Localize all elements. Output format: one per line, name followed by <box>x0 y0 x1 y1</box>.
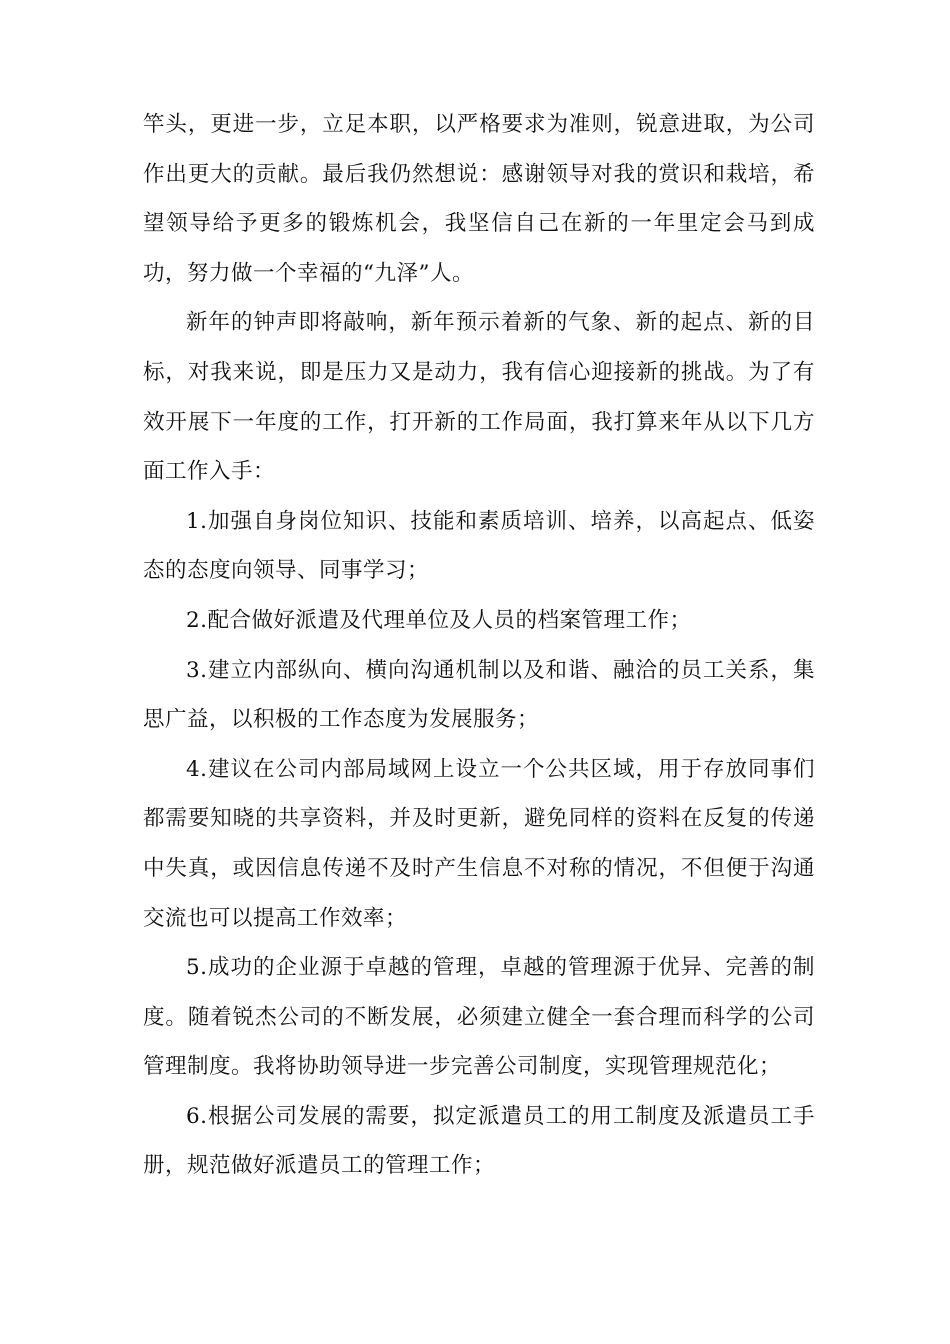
document-page <box>143 100 815 1191</box>
list-item-6: 6.根据公司发展的需要，拟定派遣员工的用工制度及派遣员工手册，规范做好派遣员工的管理工作； <box>143 1103 815 1179</box>
list-item-3: 3.建立内部纵向、横向沟通机制以及和谐、融洽的员工关系，集思广益，以积极的工作态度为发展服务； <box>143 657 815 733</box>
list-item-1: 1.加强自身岗位知识、技能和素质培训、培养，以高起点、低姿态的态度向领导、同事学习； <box>143 508 815 584</box>
list-item-2: 2.配合做好派遣及代理单位及人员的档案管理工作； <box>186 607 692 633</box>
paragraph-continuation: 竿头，更进一步，立足本职，以严格要求为准则，锐意进取，为公司作出更大的贡献。最后我仍然想说：感谢领导对我的赏识和栽培，希望领导给予更多的锻炼机会，我坚信自己在新的一年里定会马到成功，努力做一个幸福的“九泽”人。 <box>143 112 815 286</box>
paragraph-new-year-plan: 新年的钟声即将敲响，新年预示着新的气象、新的起点、新的目标，对我来说，即是压力又是动力，我有信心迎接新的挑战。为了有效开展下一年度的工作，打开新的工作局面，我打算来年从以下几方面工作入手： <box>143 310 815 485</box>
list-item-5: 5.成功的企业源于卓越的管理，卓越的管理源于优异、完善的制度。随着锐杰公司的不断发展，必须建立健全一套合理而科学的公司管理制度。我将协助领导进一步完善公司制度，实现管理规范化； <box>143 955 815 1080</box>
list-item-4: 4.建议在公司内部局域网上设立一个公共区域，用于存放同事们都需要知晓的共享资料，并及时更新，避免同样的资料在反复的传递中失真，或因信息传递不及时产生信息不对称的情况，不但便于沟通交流也可以提高工作效率； <box>143 756 815 931</box>
